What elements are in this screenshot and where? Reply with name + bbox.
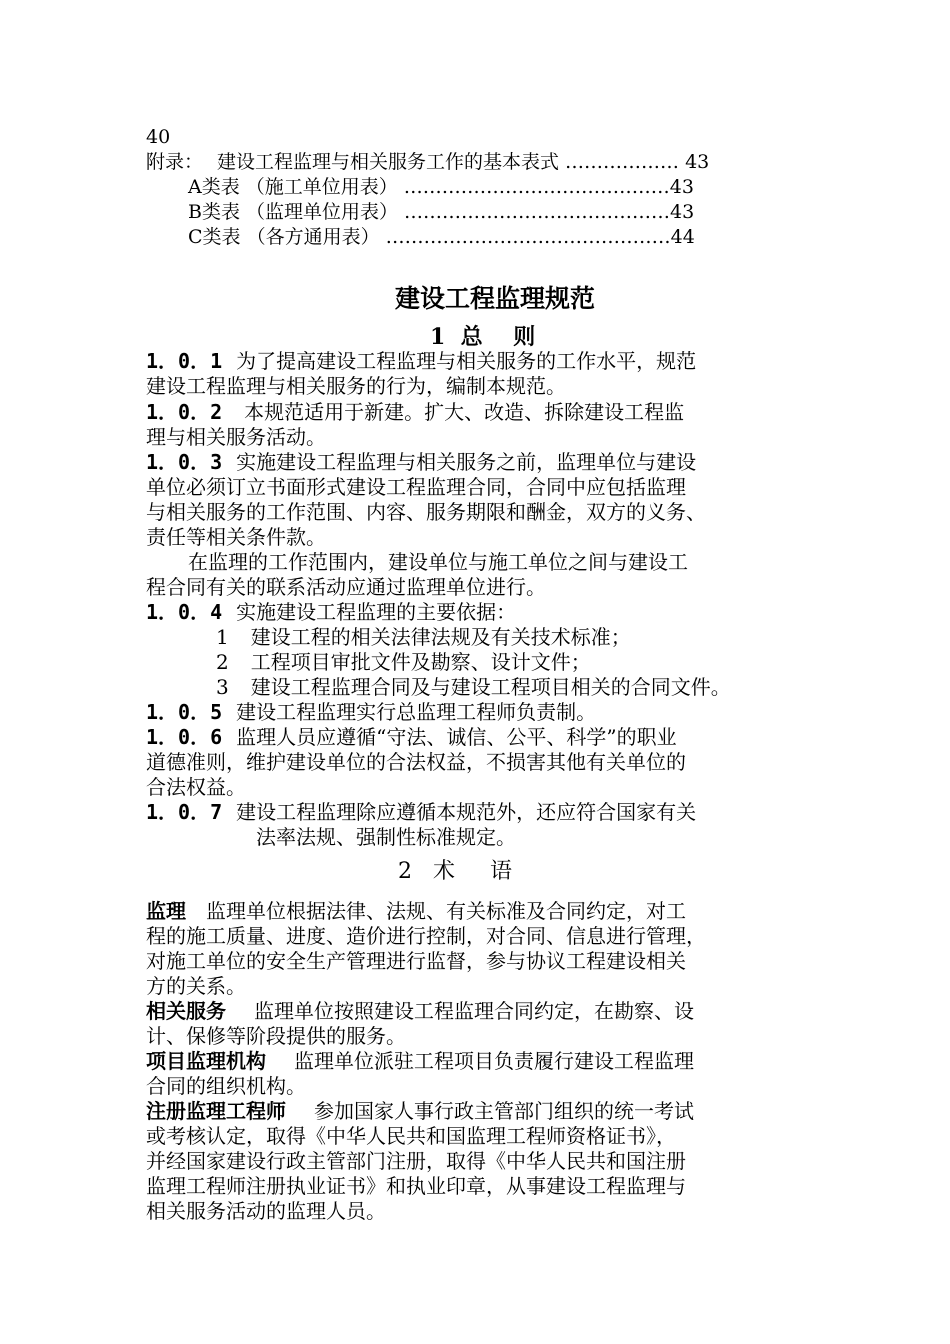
clause-1-0-2 xyxy=(146,399,684,425)
clause-1-0-6 xyxy=(146,724,677,750)
term-text-line: 对施工单位的安全生产管理进行监督，参与协议工程建设相关 xyxy=(146,949,686,973)
clause-text-line: 理与相关服务活动。 xyxy=(146,425,326,449)
term-name: 项目监理机构 xyxy=(146,1049,266,1073)
list-item xyxy=(216,674,731,700)
toc-entry: C类表 （各方通用表） ………………………………………44 xyxy=(188,226,695,248)
clause-text-line: 合法权益。 xyxy=(146,775,246,799)
term-text-line: 并经国家建设行政主管部门注册，取得《中华人民共和国注册 xyxy=(146,1149,686,1173)
clause-number: 1．0．3 xyxy=(146,450,223,474)
clause-text: 建设工程监理除应遵循本规范外，还应符合国家有关 xyxy=(236,800,697,824)
clause-text: 为了提高建设工程监理与相关服务的工作水平，规范 xyxy=(236,349,697,373)
list-item-number: 2 xyxy=(216,650,229,674)
list-item-text: 工程项目审批文件及勘察、设计文件； xyxy=(250,650,591,674)
term-text: 监理单位按照建设工程监理合同约定，在勘察、设 xyxy=(254,999,694,1023)
clause-number: 1．0．2 xyxy=(146,400,223,424)
clause-text-line: 道德准则，维护建设单位的合法权益，不损害其他有关单位的 xyxy=(146,750,686,774)
term-text-line: 方的关系。 xyxy=(146,974,246,998)
clause-1-0-4 xyxy=(146,599,516,625)
document-title: 建设工程监理规范 xyxy=(394,284,595,313)
list-item-number: 3 xyxy=(216,675,229,699)
toc-appendix-label: 附录： xyxy=(146,151,204,173)
clause-text-line: 建设工程监理与相关服务的行为，编制本规范。 xyxy=(146,374,566,398)
clause-text: 本规范适用于新建。扩大、改造、拆除建设工程监 xyxy=(244,400,685,424)
clause-1-0-3 xyxy=(146,449,696,475)
clause-text: 实施建设工程监理与相关服务之前，监理单位与建设 xyxy=(236,450,697,474)
term-text: 监理单位派驻工程项目负责履行建设工程监理 xyxy=(294,1049,694,1073)
clause-text: 建设工程监理实行总监理工程师负责制。 xyxy=(236,700,597,724)
toc-appendix-row xyxy=(146,149,709,175)
toc-page-stub: 40 xyxy=(146,126,171,148)
chapter-2-heading: 2 术 语 xyxy=(398,859,512,884)
term-text-line: 计、保修等阶段提供的服务。 xyxy=(146,1024,406,1048)
list-item-text: 建设工程监理合同及与建设工程项目相关的合同文件。 xyxy=(250,675,731,699)
clause-text: 监理人员应遵循“守法、诚信、公平、科学”的职业 xyxy=(236,725,677,749)
list-item-text: 建设工程的相关法律法规及有关技术标准； xyxy=(250,625,631,649)
list-item xyxy=(216,649,591,675)
term-name: 相关服务 xyxy=(146,999,226,1023)
clause-number: 1．0．1 xyxy=(146,349,223,373)
term-text-line: 程的施工质量、进度、造价进行控制，对合同、信息进行管理， xyxy=(146,924,706,948)
term-text: 监理单位根据法律、法规、有关标准及合同约定，对工 xyxy=(206,899,686,923)
clause-text-line: 与相关服务的工作范围、内容、服务期限和酬金，双方的义务、 xyxy=(146,500,706,524)
term-text-line: 相关服务活动的监理人员。 xyxy=(146,1199,386,1223)
chapter-1-heading: 1 总 则 xyxy=(430,324,536,350)
term-text-line: 或考核认定，取得《中华人民共和国监理工程师资格证书》， xyxy=(146,1124,676,1148)
term-text-line: 合同的组织机构。 xyxy=(146,1074,306,1098)
clause-number: 1．0．7 xyxy=(146,800,223,824)
term-definition xyxy=(146,998,694,1024)
toc-entry: A类表 （施工单位用表） ……………………………………43 xyxy=(188,176,694,198)
clause-text: 实施建设工程监理的主要依据： xyxy=(236,600,517,624)
clause-text-line: 单位必须订立书面形式建设工程监理合同，合同中应包括监理 xyxy=(146,475,686,499)
clause-number: 1．0．6 xyxy=(146,725,223,749)
clause-text-line: 法率法规、强制性标准规定。 xyxy=(256,825,516,849)
clause-1-0-5 xyxy=(146,699,596,725)
clause-number: 1．0．4 xyxy=(146,600,223,624)
list-item-number: 1 xyxy=(216,625,229,649)
term-text-line: 监理工程师注册执业证书》和执业印章，从事建设工程监理与 xyxy=(146,1174,686,1198)
toc-entry: B类表 （监理单位用表） ……………………………………43 xyxy=(188,201,695,223)
term-definition xyxy=(146,1098,694,1124)
term-text: 参加国家人事行政主管部门组织的统一考试 xyxy=(314,1099,694,1123)
term-name: 注册监理工程师 xyxy=(146,1099,286,1123)
paragraph-line: 在监理的工作范围内，建设单位与施工单位之间与建设工 xyxy=(188,550,688,574)
term-name: 监理 xyxy=(146,899,186,923)
clause-number: 1．0．5 xyxy=(146,700,223,724)
list-item xyxy=(216,624,631,650)
term-definition xyxy=(146,898,686,924)
term-definition xyxy=(146,1048,694,1074)
toc-appendix-title: 建设工程监理与相关服务工作的基本表式 ……………… 43 xyxy=(217,151,710,173)
clause-1-0-7 xyxy=(146,799,696,825)
paragraph-line: 程合同有关的联系活动应通过监理单位进行。 xyxy=(146,575,546,599)
clause-1-0-1 xyxy=(146,348,696,374)
clause-text-line: 责任等相关条件款。 xyxy=(146,525,326,549)
